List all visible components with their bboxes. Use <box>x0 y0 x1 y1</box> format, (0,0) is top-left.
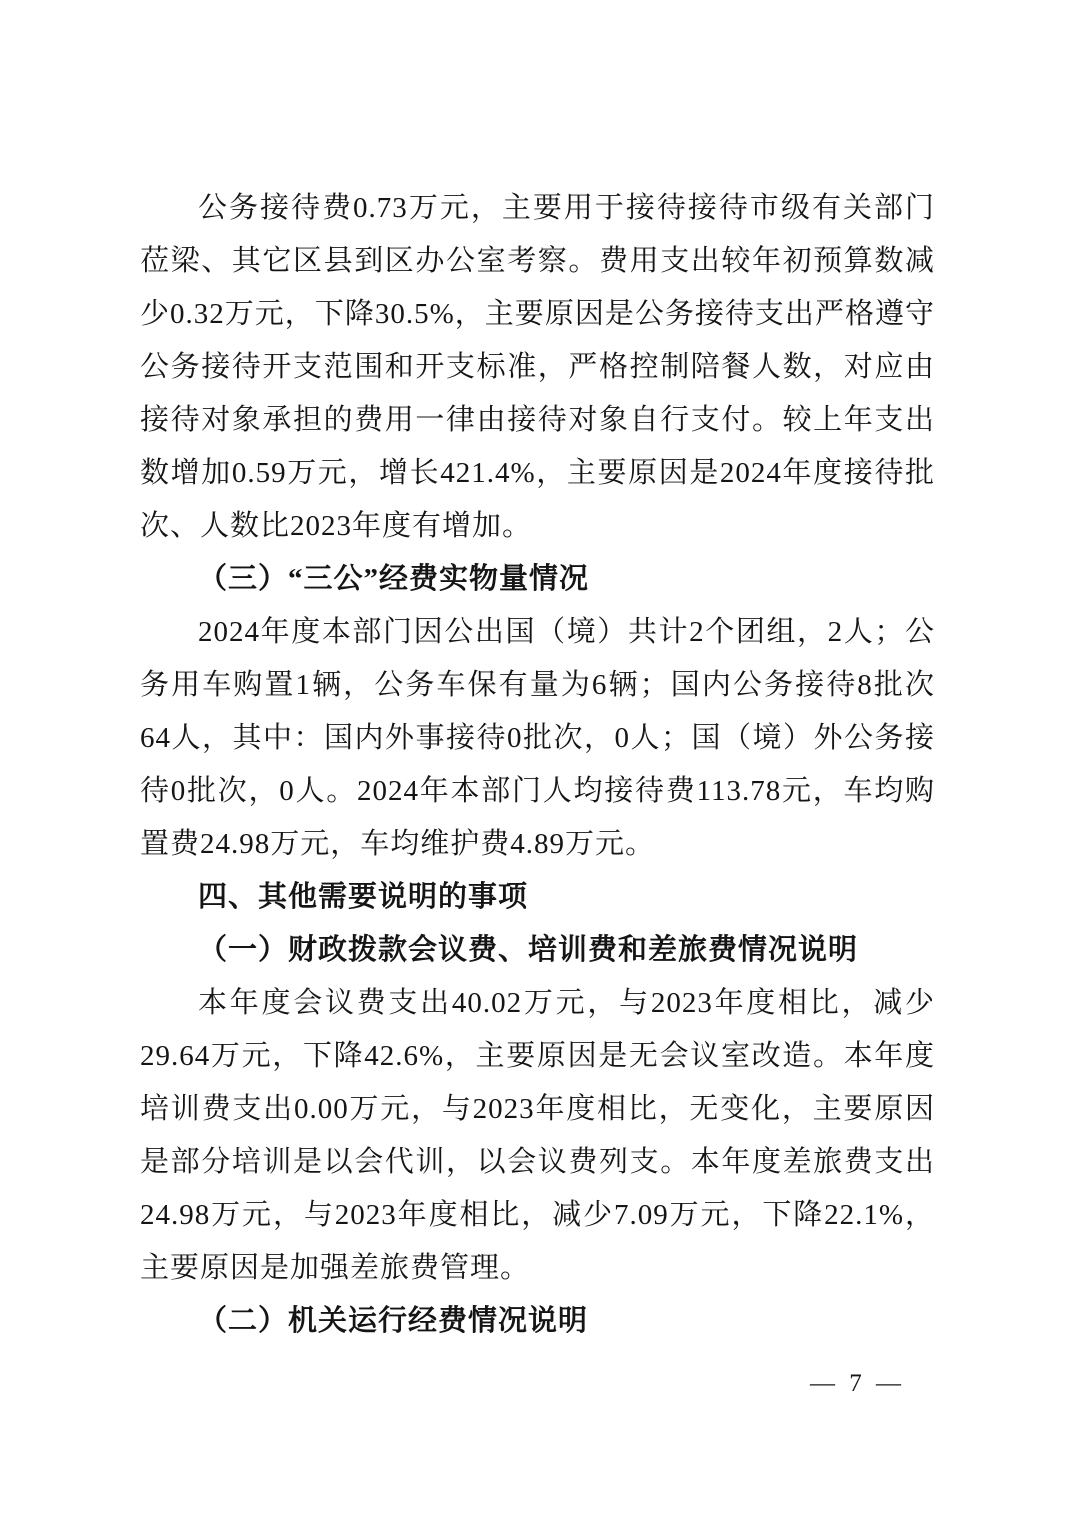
heading-four-two-agency-operating-expense: （二）机关运行经费情况说明 <box>198 1305 589 1337</box>
paragraph-official-reception-expense: 公务接待费0.73万元，主要用于接待接待市级有关部门莅梁、其它区县到区办公室考察。费用支出较年初预算数减少0.32万元，下降30.5%，主要原因是公务接待支出严格遵守公务接待开支范围和开支标准，严格控制陪餐人数，对应由接待对象承担的费用一律由接待对象自行支付。较上年支出数增加0.59万元，增长421.4%，主要原因是2024年度接待批次、人数比2023年度有增加。 <box>140 192 935 542</box>
heading-three-public-expense-physical-quantity: （三）“三公”经费实物量情况 <box>198 563 590 595</box>
page-number: — 7 — <box>810 1370 905 1397</box>
heading-four-one-meeting-training-travel: （一）财政拨款会议费、培训费和差旅费情况说明 <box>198 934 859 966</box>
paragraph-meeting-training-travel-details: 本年度会议费支出40.02万元，与2023年度相比，减少29.64万元，下降42.6%，主要原因是无会议室改造。本年度培训费支出0.00万元，与2023年度相比，无变化，主要原因是部分培训是以会代训，以会议费列支。本年度差旅费支出24.98万元，与2023年度相比，减少7.09万元，下降22.1%，主要原因是加强差旅费管理。 <box>140 987 935 1284</box>
heading-section-four-other-matters: 四、其他需要说明的事项 <box>198 881 529 913</box>
paragraph-physical-quantity-details: 2024年度本部门因公出国（境）共计2个团组，2人；公务用车购置1辆，公务车保有量为6辆；国内公务接待8批次64人，其中：国内外事接待0批次，0人；国（境）外公务接待0批次，0人。2024年本部门人均接待费113.78元，车均购置费24.98万元，车均维护费4.89万元。 <box>140 616 935 860</box>
